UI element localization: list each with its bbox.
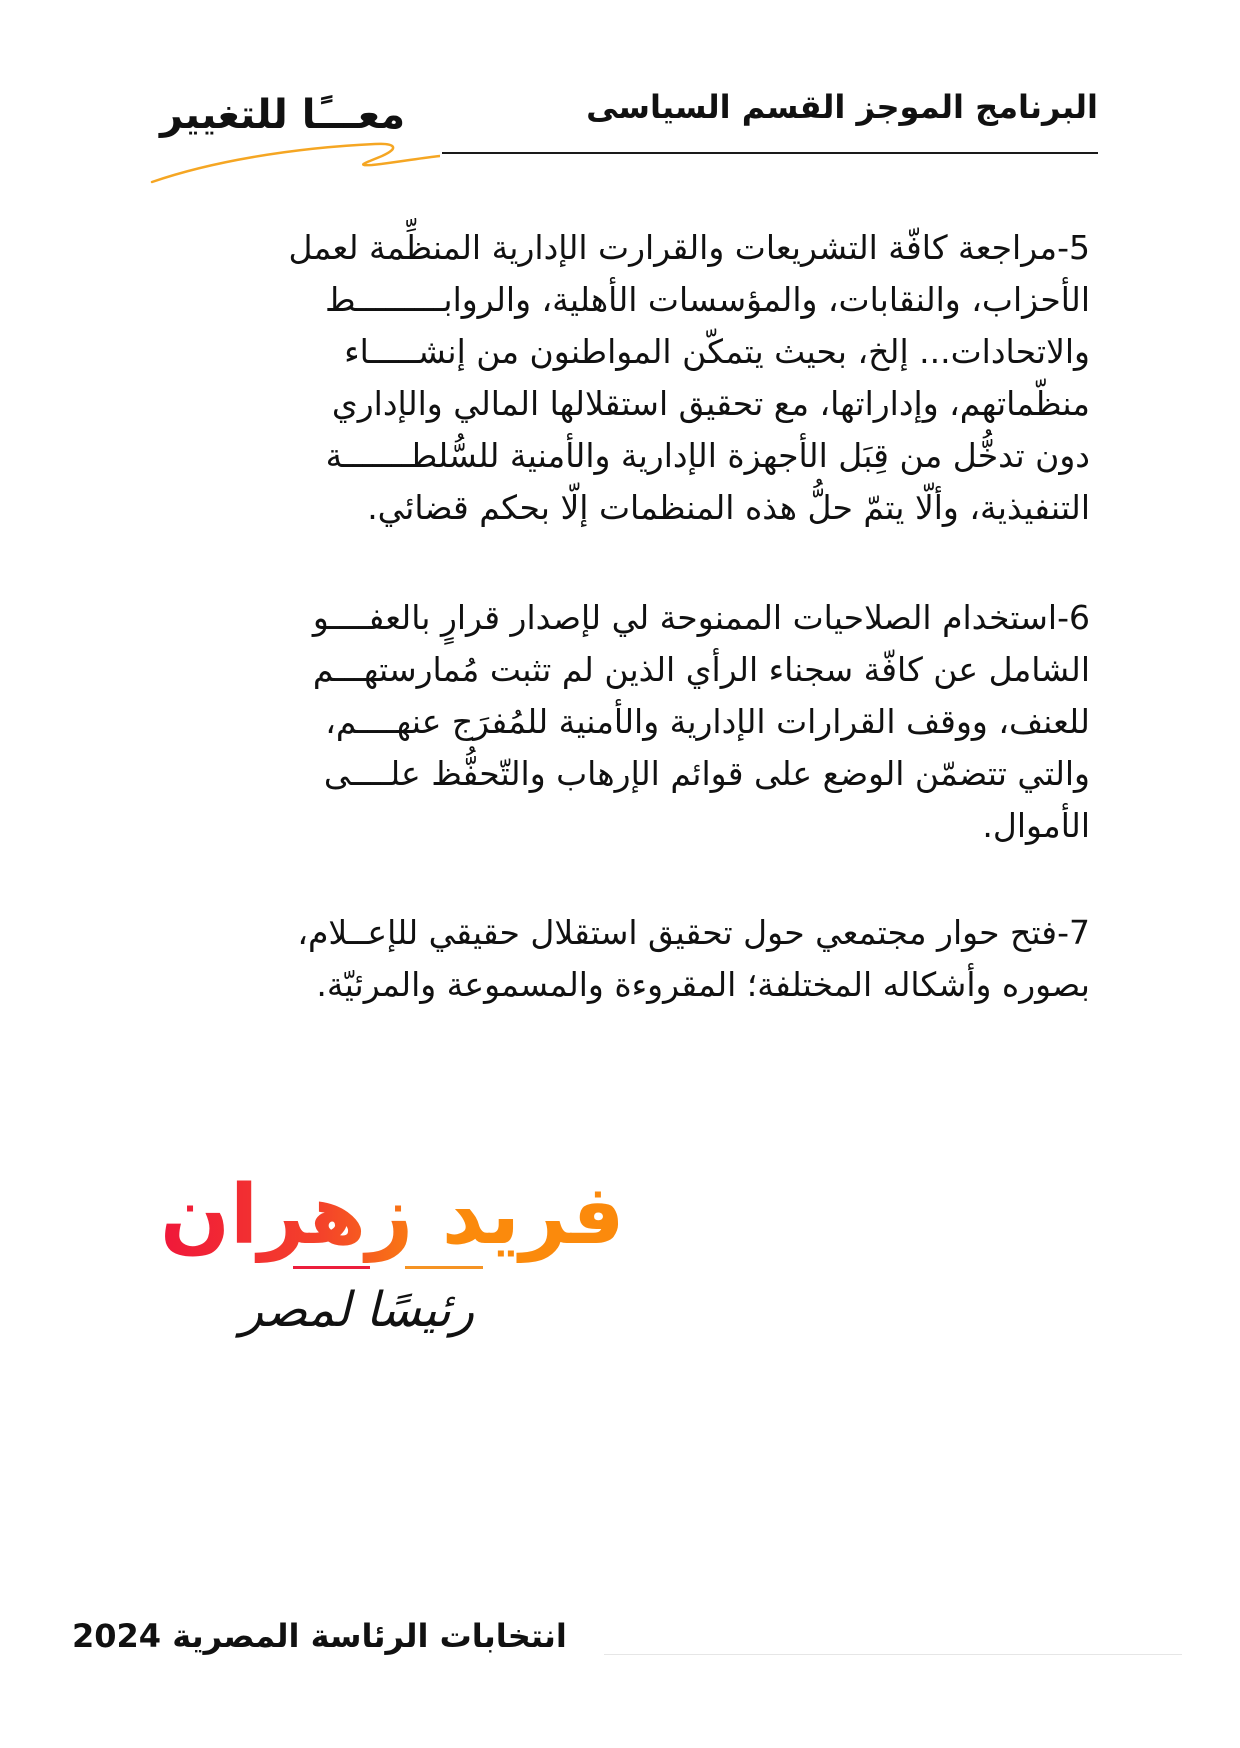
- footer-divider: [604, 1654, 1182, 1655]
- text-line: 6-استخدام الصلاحيات الممنوحة لي لإصدار قرارٍ بالعفــــو: [312, 598, 1090, 637]
- text-line: الشامل عن كافّة سجناء الرأي الذين لم تثبت مُمارستهـــم: [312, 650, 1090, 689]
- text-line: الأموال.: [982, 806, 1090, 845]
- text-line: دون تدخُّل من قِبَل الأجهزة الإدارية والأمنية للسُّلطـــــــة: [325, 436, 1090, 475]
- text-line: للعنف، ووقف القرارات الإدارية والأمنية للمُفرَج عنهــــم،: [325, 702, 1090, 741]
- header-divider: [442, 152, 1098, 154]
- text-line: التنفيذية، وألّا يتمّ حلُّ هذه المنظمات إلّا بحكم قضائي.: [367, 488, 1090, 527]
- text-line: والاتحادات... إلخ، بحيث يتمكّن المواطنون من إنشـــــاء: [344, 332, 1090, 371]
- candidate-name-logo: فريد زهران: [160, 1168, 625, 1263]
- text-line: 5-مراجعة كافّة التشريعات والقرارت الإدارية المنظِّمة لعمل: [288, 228, 1090, 267]
- text-line: 7-فتح حوار مجتمعي حول تحقيق استقلال حقيقي للإعــلام،: [297, 913, 1090, 952]
- swoosh-underline-icon: [150, 140, 440, 190]
- name-underline-orange: [405, 1266, 483, 1269]
- footer-election-title: انتخابات الرئاسة المصرية 2024: [72, 1617, 567, 1655]
- text-line: بصوره وأشكاله المختلفة؛ المقروءة والمسموعة والمرئيّة.: [316, 965, 1090, 1004]
- program-item-5: [158, 222, 1090, 534]
- program-item-6: [158, 592, 1090, 852]
- page-title: البرنامج الموجز القسم السياسى: [586, 88, 1098, 126]
- slogan-logo: معـــًا للتغيير: [160, 92, 406, 138]
- name-underline-red: [293, 1266, 370, 1269]
- program-item-7: [158, 907, 1090, 1011]
- text-line: والتي تتضمّن الوضع على قوائم الإرهاب والتّحفُّظ علــــى: [323, 754, 1090, 793]
- candidate-tagline: رئيسًا لمصر: [240, 1282, 475, 1338]
- text-line: الأحزاب، والنقابات، والمؤسسات الأهلية، والروابـــــــــط: [325, 280, 1090, 319]
- text-line: منظّماتهم، وإداراتها، مع تحقيق استقلالها المالي والإداري: [331, 384, 1090, 423]
